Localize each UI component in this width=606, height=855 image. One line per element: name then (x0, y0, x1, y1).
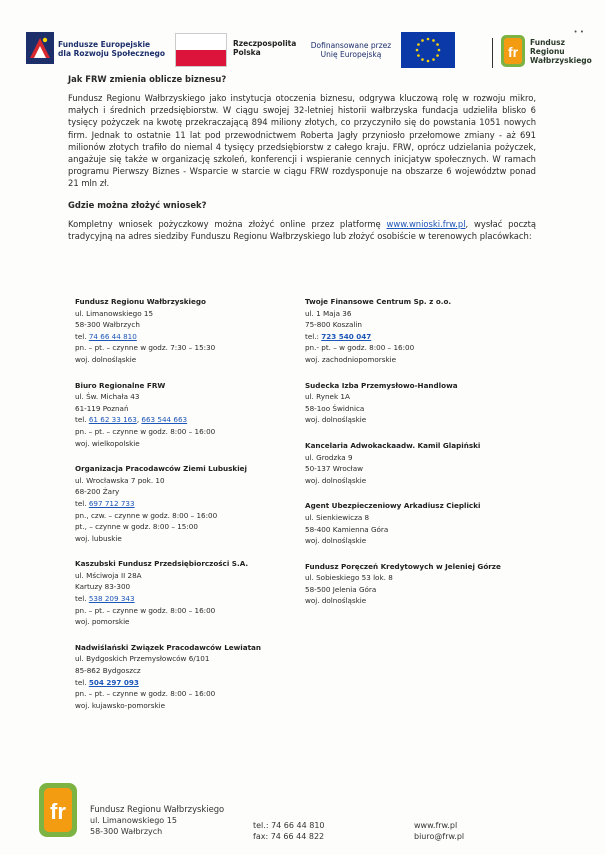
office-address-line: 85-862 Bydgoszcz (75, 666, 141, 676)
office-address-line: 61-119 Poznań (75, 403, 129, 413)
header-divider (492, 38, 493, 68)
office-address-line: 58-500 Jelenia Góra (305, 584, 377, 594)
office-info-line: woj. wielkopolskie (75, 438, 140, 448)
fe-logo (26, 32, 166, 72)
eu-star (421, 39, 424, 42)
fe-line-2: dla Rozwoju Społecznego (58, 49, 166, 58)
footer-tel: tel.: 74 66 44 810 (253, 821, 325, 830)
office-address-line: ul. Św. Michała 43 (75, 392, 140, 402)
corner-mark: • • (573, 28, 584, 36)
office-info-line: pn. – pt. – czynne w godz. 8:00 – 16:00 (75, 426, 216, 436)
eu-star (436, 54, 439, 57)
main-content (68, 74, 536, 252)
office-address-line: ul. Bydgoskich Przemysłowców 6/101 (75, 654, 210, 664)
fe-logo-text (58, 40, 165, 58)
office-entry (305, 296, 540, 366)
rp-logo (175, 30, 295, 72)
phone-prefix: tel.: (305, 331, 322, 341)
eu-star (436, 43, 439, 46)
office-address-line: 58-1oo Świdnica (305, 403, 365, 413)
phone-prefix: tel. (75, 498, 89, 508)
footer-org-name: Fundusz Regionu Wałbrzyskiego (90, 804, 225, 814)
office-entry (75, 296, 310, 366)
header-logos (20, 30, 594, 78)
office-info-line: woj. kujawsko-pomorskie (75, 700, 166, 710)
offices-left-column (75, 296, 310, 725)
wnioski-link[interactable]: www.wnioski.frw.pl (386, 218, 466, 229)
office-address-line: woj. dolnośląskie (305, 415, 367, 425)
office-address-line: 58-300 Wałbrzych (75, 320, 140, 330)
frw-logo (500, 32, 600, 72)
office-address-line: 58-400 Kamienna Góra (305, 524, 389, 534)
phone-link[interactable]: 723 540 047 (321, 331, 372, 341)
frw-line-1: Fundusz (530, 38, 565, 47)
phone-link[interactable]: 538 209 343 (88, 594, 135, 604)
offices-right-column (305, 296, 540, 621)
footer-www[interactable]: www.frw.pl (414, 821, 458, 830)
paragraph-business: Fundusz Regionu Wałbrzyskiego jako instytucja otoczenia biznesu, odgrywa kluczową rolę w rozwoju mikro, małych i średnich przedsiębiorstw. W ciągu swojej 32-letniej historii wałbrzyska fundacja udzieliła blisko 6 tysięcy pożyczek na kwotę przekraczającą 894 miliony złotych, co przyczyniło się do powstania 1051 nowych firm. Jednak to ostatnie 11 lat pod przewodnictwem Roberta Jagły przyniosło przełomowe zmiany - aż 691 milionów złotych trafiło do niemal 4 tysięcy przedsiębiorstw z całego kraju. FRW, oprócz udzielania pożyczek, angażuje się także w organizację szkoleń, konferencji i wspieranie cennych inicjatyw społecznych. W ramach programu Pierwszy Biznes - Wsparcie w starcie w ciągu FRW rozdysponuje na obszarze 6 województw ponad 21 mln zł. (68, 93, 536, 189)
footer-city: 58-300 Wałbrzych (90, 827, 163, 836)
footer-address (90, 804, 224, 837)
footer-street: ul. Limanowskiego 15 (90, 816, 177, 825)
office-entry (75, 463, 310, 544)
office-address-line: 75-800 Koszalin (305, 320, 362, 330)
office-address-line: ul. 1 Maja 36 (305, 308, 352, 318)
eu-flag-icon (401, 32, 455, 68)
eu-star (421, 58, 424, 61)
office-entry (305, 500, 540, 546)
svg-text:fr: fr (507, 44, 519, 60)
office-name: Nadwiślański Związek Pracodawców Lewiatan (75, 642, 262, 652)
phone-prefix: tel. (75, 594, 89, 604)
office-address-line: ul. Sobieskiego 53 lok. 8 (305, 573, 393, 583)
eu-star (416, 49, 419, 52)
office-name: Sudecka Izba Przemysłowo-Handlowa (305, 380, 458, 390)
footer-phones (253, 820, 325, 842)
office-address-line: ul. Wrocławska 7 pok. 10 (75, 475, 165, 485)
phone-link[interactable]: 663 544 663 (141, 415, 188, 425)
office-entry (305, 380, 540, 426)
office-info-line: pn. – pt. – czynne w godz. 8:00 – 16:00 (75, 605, 216, 615)
office-entry (75, 380, 310, 450)
phone-prefix: tel. (75, 331, 89, 341)
rp-line-1: Rzeczpospolita (233, 39, 297, 48)
office-address-line: ul. Grodzka 9 (305, 452, 353, 462)
office-address-line: woj. dolnośląskie (305, 536, 367, 546)
office-entry (75, 642, 310, 712)
office-address-line: woj. dolnośląskie (305, 596, 367, 606)
eu-star (438, 49, 441, 52)
phone-link[interactable]: 697 712 733 (88, 498, 135, 508)
frw-logo-text (530, 38, 592, 65)
office-name: Agent Ubezpieczeniowy Arkadiusz Cieplicki (305, 501, 481, 511)
office-info-line: woj. pomorskie (75, 617, 130, 627)
office-info-line: pn. – pt. – czynne w godz. 7:30 – 15:30 (75, 343, 216, 353)
office-phone-line (75, 677, 310, 689)
office-address-line: woj. dolnośląskie (305, 475, 367, 485)
office-address-line: ul. Mściwoja II 28A (75, 570, 142, 580)
office-info-line: pn.- pt. – w godz. 8:00 – 16:00 (305, 343, 415, 353)
office-phone-line (75, 498, 310, 510)
office-name: Kancelaria Adwokackaadw. Kamil Glapiński (305, 440, 481, 450)
office-address-line: ul. Rynek 1A (305, 392, 350, 402)
frw-line-3: Wałbrzyskiego (530, 56, 592, 65)
office-entry (75, 558, 310, 628)
office-name: Organizacja Pracodawców Ziemi Lubuskiej (75, 464, 248, 474)
office-entry (305, 561, 540, 607)
eu-star (417, 54, 420, 57)
office-address-line: Kartuzy 83-300 (75, 582, 131, 592)
office-phone-line: tel. 61 62 33 163, 663 544 663 (75, 415, 188, 425)
office-info-line: pt., – czynne w godz. 8:00 – 15:00 (75, 522, 198, 532)
frw-logo-icon (500, 34, 526, 68)
eu-star (427, 38, 430, 41)
phone-link[interactable]: 504 297 093 (88, 677, 139, 687)
office-address-line: ul. Limanowskiego 15 (75, 308, 154, 318)
section-heading-application: Gdzie można złożyć wniosek? (68, 199, 207, 210)
office-info-line: pn. – pt. – czynne w godz. 8:00 – 16:00 (75, 689, 216, 699)
eu-star (427, 60, 430, 63)
phone-link[interactable]: 74 66 44 810 (88, 331, 137, 341)
section-heading-business: Jak FRW zmienia oblicze biznesu? (68, 74, 227, 84)
office-info-line: pn., czw. – czynne w godz. 8:00 – 16:00 (75, 510, 218, 520)
frw-line-2: Regionu (530, 47, 565, 56)
phone-link[interactable]: 61 62 33 163 (88, 415, 137, 425)
ue-logo-text (305, 41, 397, 59)
office-info-line: woj. lubuskie (75, 533, 122, 543)
frw-footer-logo-icon (38, 782, 78, 838)
office-entry (305, 440, 540, 486)
office-name: Fundusz Regionu Wałbrzyskiego (75, 297, 206, 306)
office-info-line: woj. dolnośląskie (75, 354, 137, 364)
office-phone-line (305, 331, 540, 343)
application-text-after: , wysłać pocztą tradycyjną na adres siedziby Funduszu Regionu Wałbrzyskiego lub złożyć osobiście w terenowych placówkach: (68, 218, 536, 241)
paragraph-application (68, 218, 536, 242)
footer-web (414, 820, 464, 842)
ue-line-2: Unię Europejską (320, 50, 382, 59)
office-address-line: 50-137 Wrocław (305, 464, 363, 474)
phone-prefix: tel. (75, 677, 89, 687)
polish-flag-icon (175, 33, 227, 67)
office-address-line: 68-200 Żary (75, 487, 120, 497)
fe-logo-icon (26, 32, 54, 64)
rp-logo-text (233, 39, 296, 57)
office-name: Twoje Finansowe Centrum Sp. z o.o. (305, 297, 452, 306)
office-name: Biuro Regionalne FRW (75, 380, 166, 390)
eu-star (432, 58, 435, 61)
footer-email[interactable]: biuro@frw.pl (414, 832, 465, 841)
fe-line-1: Fundusze Europejskie (58, 40, 151, 49)
eu-star (417, 43, 420, 46)
office-phone-line (75, 331, 310, 343)
footer-fax: fax: 74 66 44 822 (253, 832, 325, 841)
application-text-before: Kompletny wniosek pożyczkowy można złożyć online przez platformę (68, 218, 387, 229)
svg-text:fr: fr (50, 799, 66, 824)
ue-line-1: Dofinansowane przez (310, 41, 392, 50)
eu-star (432, 39, 435, 42)
ue-logo (305, 30, 475, 72)
footer (38, 782, 578, 842)
office-phone-line (75, 593, 310, 605)
office-name: Fundusz Poręczeń Kredytowych w Jeleniej Górze (305, 561, 501, 571)
office-info-line: woj. zachodniopomorskie (305, 354, 397, 364)
office-name: Kaszubski Fundusz Przedsiębiorczości S.A. (75, 559, 249, 569)
phone-prefix: tel. (75, 415, 89, 425)
rp-line-2: Polska (233, 48, 261, 57)
office-address-line: ul. Sienkiewicza 8 (305, 512, 370, 522)
